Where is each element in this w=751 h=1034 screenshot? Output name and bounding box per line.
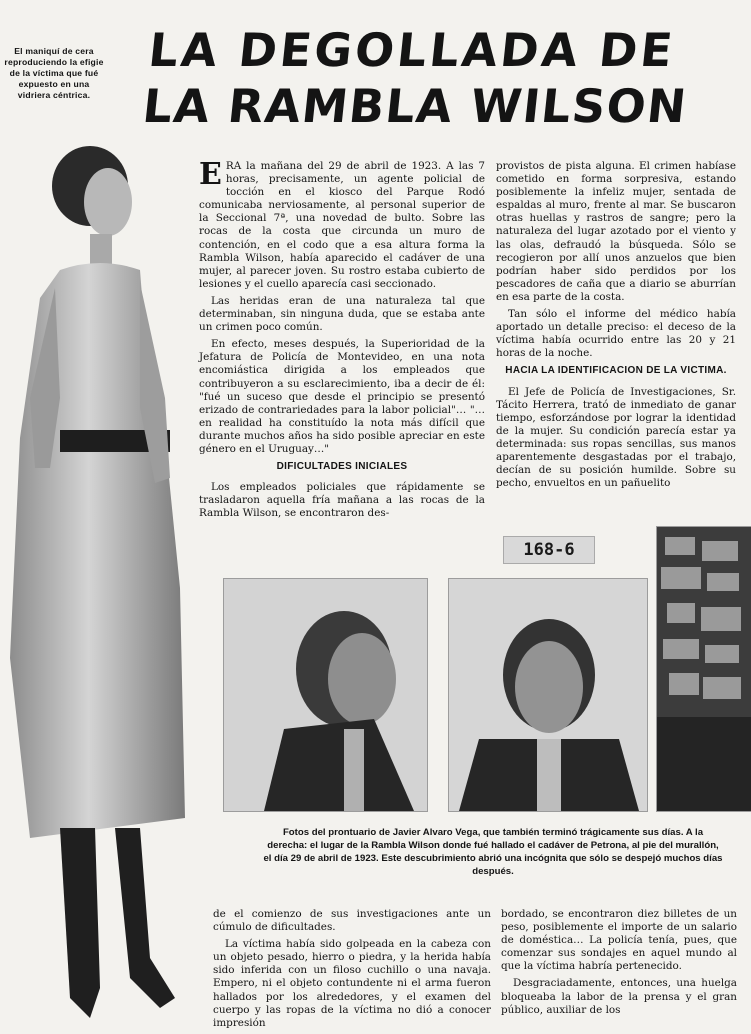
mannequin-figure-image [0,138,205,1024]
paragraph: de el comienzo de sus investigaciones ante un cúmulo de dificultades. [213,908,491,934]
paragraph: Tan sólo el informe del médico había aportado un detalle preciso: el deceso de la víctima había ocurrido entre las 20 y 21 horas de la noche. [496,308,736,360]
paragraph: Las heridas eran de una naturaleza tal que determinaban, sin ninguna duda, que se estaba ante un crimen poco común. [199,294,485,334]
mannequin-caption: El maniquí de cera reproduciendo la efigie de la víctima que fué expuesto en una vidriera céntrica. [4,46,104,100]
mugshot-frontal-photo [448,578,648,812]
paragraph: En efecto, meses después, la Superioridad de la Jefatura de Policía de Montevideo, en una nota encomiástica dirigida a los empleados que contribuyeron a su esclarecimiento, iba a decir de él: "fué un suceso que desde el principio se presentó erizado de contrariedades para la labor policial"… "…en realidad ha constituído la nota más difícil que durante muchos años ha sido posible apreciar en este género en el Uruguay…" [199,338,485,455]
section-heading: DIFICULTADES INICIALES [276,461,408,473]
mugshot-profile-photo [223,578,428,812]
article-column-2 [496,160,736,494]
paragraph: El Jefe de Policía de Investigaciones, Sr. Tácito Herrera, trató de inmediato de ganar tiempo, esforzándose por lograr la identidad de la mujer. Su condición parecía estar ya determinada: sus ropas sencillas, sus manos aparentemente desgastadas por el trabajo, decían de su posición humilde. Sobre su pecho, envueltos en un pañuelito [496,385,736,490]
article-column-4 [501,908,737,1021]
paragraph: provistos de pista alguna. El crimen habíase cometido en forma sorpresiva, estando posiblemente la infeliz mujer, sentada de espaldas al muro, frente al mar. Se buscaron otras huellas y rastros de sangre; pero la naturaleza del lugar azotado por el viento y las olas, defraudó la búsqueda. Sólo se recogieron por allí unos anzuelos que bien podrían haber sido perdidos por los pescadores de caña que a diario se aburrían en esa parte de la costa. [496,160,736,303]
section-heading: HACIA LA IDENTIFICACION DE LA VICTIMA. [505,365,727,377]
headline-line-2: LA RAMBLA WILSON [140,79,690,133]
paragraph: bordado, se encontraron diez billetes de un peso, posiblemente el importe de un salario de doméstica… La policía tenía, pues, que comenzar sus sondajes en aquel mundo al que la víctima habría pertenecido. [501,908,737,973]
paragraph: Desgraciadamente, entonces, una huelga bloqueaba la labor de la prensa y el gran público, auxiliar de los [501,977,737,1016]
drop-cap: E [199,157,222,192]
rambla-wall-photo [656,526,751,812]
paragraph: Los empleados policiales que rápidamente se trasladaron aquella fría mañana a las rocas de la Rambla Wilson, se encontraron des- [199,481,485,520]
headline-line-1: LA DEGOLLADA DE [146,23,678,77]
mugshot-id-number: 168-6 [503,536,595,564]
page-title [140,22,747,134]
article-column-1 [199,157,485,524]
paragraph: La víctima había sido golpeada en la cabeza con un objeto pesado, hierro o piedra, y la herida había sido inferida con un filoso cuchillo o una navaja. Empero, ni el objeto contundente ni el arma fueron hallados por los alrededores, y el examen del cuerpo y las ropas de la víctima no dió a conocer impresión [213,938,491,1029]
paragraph: RA la mañana del 29 de abril de 1923. A las 7 horas, precisamente, un agente policial de tocción en el kiosco del Parque Rodó comunicaba nerviosamente, al personal superior de la Seccional 7ª, una novedad de bulto. Sobre las rocas de la costa que circunda un muro de contención, en el codo que a esa altura forma la Rambla Wilson, había aparecido el cadáver de una mujer, al parecer joven. Su rostro estaba cubierto de lesiones y el cuello aparecía casi seccionado. [199,160,485,290]
article-column-3 [213,908,491,1034]
photo-caption: Fotos del prontuario de Javier Alvaro Vega, que también terminó trágicamente sus días. A la derecha: el lugar de la Rambla Wilson donde fué hallado el cadáver de Petrona, al pie del murallón, el día 29 de abril de 1923. Este descubrimiento abrió una incógnita que sólo se despejó muchos días después. [263,827,723,877]
